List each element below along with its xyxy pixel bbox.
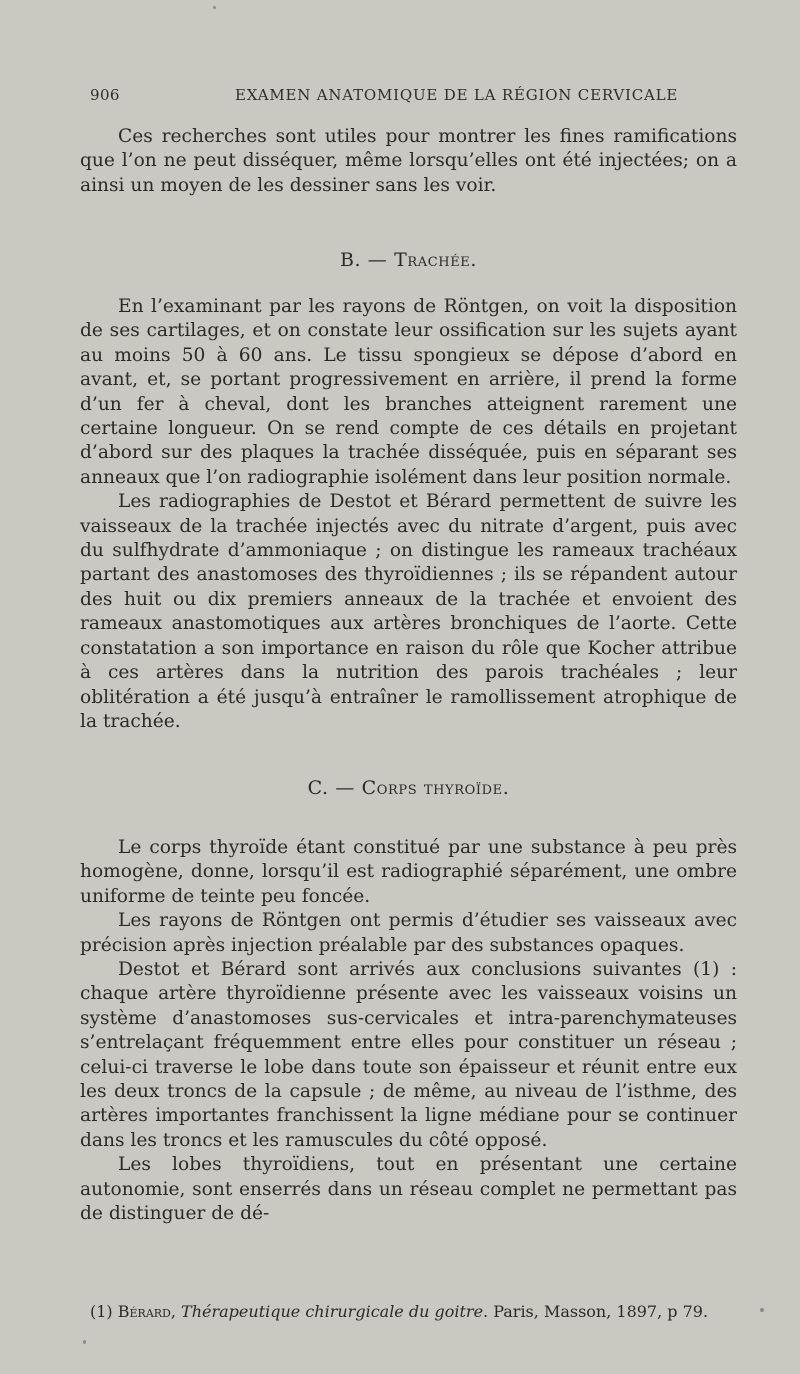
footnote [90, 1301, 770, 1323]
section-heading-corps-thyroide [80, 776, 737, 800]
footnote-rest: . Paris, Masson, 1897, p 79. [483, 1302, 709, 1321]
paper-speck [213, 6, 216, 9]
section-heading-prefix: B. — [339, 249, 395, 271]
intro-paragraph: Ces recherches sont utiles pour montrer les fines ramifications que l’on ne peut disséquer, même lorsqu’elles ont été injectées; on a ainsi un moyen de les dessiner sans les voir. [80, 126, 737, 196]
intro-block [80, 125, 737, 198]
section-heading-prefix: C. — [307, 777, 362, 799]
page-number: 906 [90, 86, 120, 104]
paper-speck [760, 1308, 764, 1312]
section-body-corps-thyroide [80, 836, 737, 1227]
footnote-separator: , [170, 1302, 182, 1321]
section-heading-title: Trachée. [394, 249, 478, 271]
paragraph: Les rayons de Röntgen ont permis d’étudier ses vaisseaux avec précision après injection préalable par des substances opaques. [80, 910, 737, 956]
footnote-title: Thérapeutique chirurgicale du goitre [181, 1302, 484, 1321]
paragraph: Le corps thyroïde étant constitué par une substance à peu près homogène, donne, lorsqu’il est radiographié séparément, une ombre uniforme de teinte peu foncée. [80, 837, 737, 907]
section-body-trachee [80, 295, 737, 734]
paragraph: Les radiographies de Destot et Bérard permettent de suivre les vaisseaux de la trachée injectés avec du nitrate d’argent, puis avec du sulfhydrate d’ammoniaque ; on distingue les rameaux trachéaux partant des anastomoses des thyroïdiennes ; ils se répandent autour des huit ou dix premiers anneaux de la trachée et envoient des rameaux anastomotiques aux artères bronchiques de l’aorte. Cette constatation a son importance en raison du rôle que Kocher attribue à ces artères dans la nutrition des parois trachéales ; leur oblitération a été jusqu’à entraîner le ramollissement atrophique de la trachée. [80, 491, 737, 732]
footnote-author: Bérard [117, 1302, 171, 1321]
section-heading-title: Corps thyroïde. [361, 777, 510, 799]
paragraph: Les lobes thyroïdiens, tout en présentant une certaine autonomie, sont enserrés dans un réseau complet ne permettant pas de distinguer de dé- [80, 1154, 737, 1225]
paragraph: Destot et Bérard sont arrivés aux conclusions suivantes (1) : chaque artère thyroïdienne présente avec les vaisseaux voisins un système d’anastomoses sus-cervicales et intra-parenchymateuses s’entrelaçant fréquemment entre elles pour constituer un réseau ; celui-ci traverse le lobe dans toute son épaisseur et réunit entre eux les deux troncs de la capsule ; de même, au niveau de l’isthme, des artères importantes franchissent la ligne médiane pour se continuer dans les troncs et les ramuscules du côté opposé. [80, 959, 737, 1151]
section-heading-trachee [80, 248, 737, 272]
paragraph: En l’examinant par les rayons de Röntgen, on voit la disposition de ses cartilages, et on constate leur ossification sur les sujets ayant au moins 50 à 60 ans. Le tissu spongieux se dépose d’abord en avant, et, se portant progressivement en arrière, il prend la forme d’un fer à cheval, dont les branches atteignent rarement une certaine longueur. On se rend compte de ces détails en projetant d’abord sur des plaques la trachée disséquée, puis en séparant ses anneaux que l’on radiographie isolément dans leur position normale. [80, 296, 737, 488]
paper-speck [83, 1340, 86, 1344]
running-title: EXAMEN ANATOMIQUE DE LA RÉGION CERVICALE [235, 86, 679, 104]
footnote-marker: (1) [90, 1302, 118, 1321]
page-header [90, 83, 708, 107]
